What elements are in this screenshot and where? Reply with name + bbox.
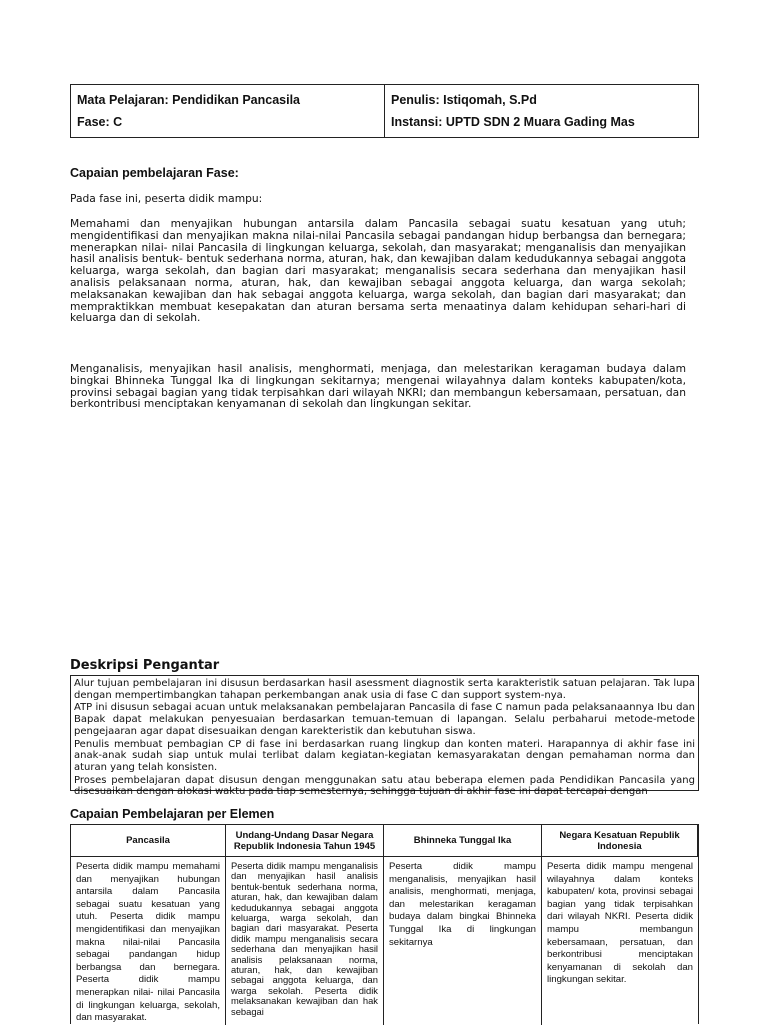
deskripsi-paragraph-4: Proses pembelajaran dapat disusun dengan menggunakan satu atau beberapa elemen pada Pendidikan Pancasila yang disesuaikan dengan alokasi waktu pada tiap semesternya, sehingga tujuan di akhir fase ini dapat tercapai dengan <box>74 774 695 798</box>
author-label: Penulis: Istiqomah, S.Pd <box>391 93 537 107</box>
column-header-uud-1945: Undang-Undang Dasar Negara Republik Indonesia Tahun 1945 <box>226 825 384 857</box>
header-left-cell <box>71 85 384 137</box>
deskripsi-paragraph-2: ATP ini disusun sebagai acuan untuk melaksanakan pembelajaran Pancasila di fase C namun pada pelaksanaannya Ibu dan Bapak dapat melakukan penyesuaian berdasarkan temuan-temuan di lapangan. Selalu perbaharui metode-metode pengejaaran agar dapat disesuaikan dengan karekteristik dan kebutuhan siswa. <box>74 702 695 737</box>
deskripsi-paragraph-3: Penulis membuat pembagian CP di fase ini berdasarkan ruang lingkup dan konten materi. Harapannya di akhir fase ini anak-anak sudah siap untuk mulai terlibat dalam kegiatan-kegiatan kemasyarakatan dengan pemahaman norma dan aturan yang telah konsisten. <box>74 738 695 773</box>
subject-label: Mata Pelajaran: Pendidikan Pancasila <box>77 93 301 107</box>
elemen-table <box>70 824 699 1024</box>
column-header-nkri: Negara Kesatuan Republik Indonesia <box>542 825 698 857</box>
deskripsi-box <box>70 675 699 798</box>
capaian-paragraph-2: Menganalisis, menyajikan hasil analisis, menghormati, menjaga, dan melestarikan keragaman budaya dalam bingkai Bhinneka Tunggal Ika di lingkungan sekitarnya; mengenai wilayahnya dalam konteks kabupaten/kota, provinsi sebagai bagian yang tidak terpisahkan dari wilayah NKRI; dan membangun kebersamaan, persatuan, dan berkontribusi menciptakan kenyamanan di sekolah dan lingkungan sekitar. <box>70 362 686 411</box>
elemen-title: Capaian Pembelajaran per Elemen <box>70 807 275 821</box>
capaian-title: Capaian pembelajaran Fase: <box>70 166 239 180</box>
phase-label: Fase: C <box>77 115 123 129</box>
cell-bhinneka: Peserta didik mampu menganalisis, menyajikan hasil analisis, menghormati, menjaga, dan melestarikan keragaman budaya dalam bingkai Bhinneka Tunggal Ika di lingkungan sekitarnya <box>384 857 542 1025</box>
column-header-bhinneka: Bhinneka Tunggal Ika <box>384 825 542 857</box>
column-header-pancasila: Pancasila <box>71 825 226 857</box>
cell-nkri: Peserta didik mampu mengenal wilayahnya dalam konteks kabupaten/ kota, provinsi sebagai bagian yang tidak terpisahkan dari wilayah NKRI. Peserta didik mampu membangun kebersamaan, persatuan, dan berkontribusi menciptakan kenyamanan di sekolah dan lingkungan sekitar. <box>547 861 693 986</box>
deskripsi-paragraph-1: Alur tujuan pembelajaran ini disusun berdasarkan hasil asessment diagnostik serta karakteristik satuan pelajaran. Tak lupa dengan mempertimbangkan tahapan perkembangan anak usia di fase C dan support system-nya. <box>74 678 695 701</box>
institution-label: Instansi: UPTD SDN 2 Muara Gading Mas <box>391 115 635 129</box>
cell-uud-1945: Peserta didik mampu menganalisis dan menyajikan hasil analisis bentuk-bentuk sederhana norma, aturan, hak, dan kewajiban dalam kedudukannya sebagai anggota keluarga, warga sekolah, dan bagian dari masyarakat. Peserta didik mampu menganalisis secara sederhana dan menyajikan hasil analisis pelaksanaan norma, aturan, hak, dan kewajiban sebagai anggota keluarga, dan warga sekolah. Peserta didik melaksanakan kewajiban dan hak sebagai <box>226 857 384 1025</box>
capaian-intro: Pada fase ini, peserta didik mampu: <box>70 192 263 205</box>
header-table <box>70 84 699 138</box>
cell-pancasila: Peserta didik mampu memahami dan menyajikan hubungan antarsila dalam Pancasila sebagai suatu kesatuan yang utuh. Peserta didik mampu mengidentifikasi dan menyajikan makna nilai-nilai Pancasila sebagai pandangan hidup berbangsa dan bernegara. Peserta didik mampu menerapkan nilai- nilai Pancasila di lingkungan keluarga, sekolah, dan masyarakat. <box>71 857 226 1025</box>
capaian-paragraph-1: Memahami dan menyajikan hubungan antarsila dalam Pancasila sebagai suatu kesatuan yang utuh; mengidentifikasi dan menyajikan makna nilai-nilai Pancasila sebagai pandangan hidup berbangsa dan bernegara; menerapkan nilai- nilai Pancasila di lingkungan keluarga, sekolah, dan masyarakat; menganalisis dan menyajikan hasil analisis bentuk- bentuk sederhana norma, aturan, hak, dan kewajiban dalam kedudukannya sebagai anggota keluarga, warga sekolah, dan bagian dari masyarakat; menganalisis secara sederhana dan menyajikan hasil analisis pelaksanaan norma, aturan, hak, dan kewajiban sebagai anggota keluarga, dan warga sekolah; melaksanakan kewajiban dan hak sebagai anggota keluarga, warga sekolah, dan bagian dari masyarakat; dan mempraktikkan membuat kesepakatan dan aturan bersama serta menaatinya dalam kehidupan sehari-hari di keluarga dan di sekolah. <box>70 217 686 325</box>
header-right-cell <box>384 85 698 137</box>
deskripsi-title: Deskripsi Pengantar <box>70 658 220 673</box>
